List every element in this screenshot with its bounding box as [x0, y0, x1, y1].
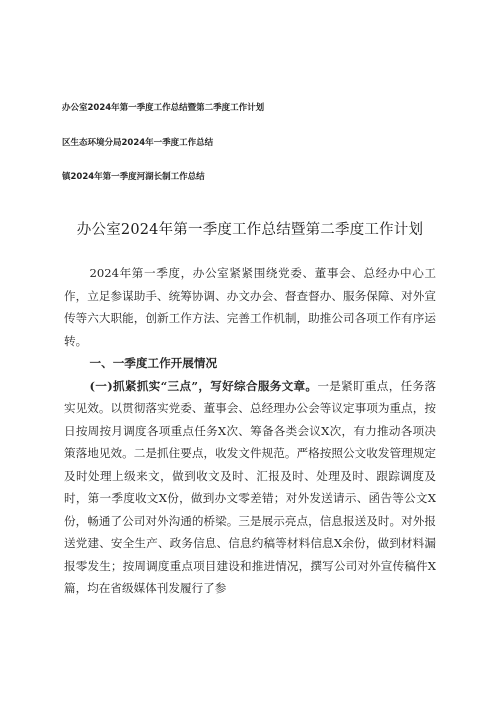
section-heading: 一、一季度工作开展情况	[89, 356, 218, 370]
subsection-paragraph	[64, 375, 436, 600]
related-document-link[interactable]: 办公室2024年第一季度工作总结暨第二季度工作计划	[62, 103, 265, 113]
document-title: 办公室2024年第一季度工作总结暨第二季度工作计划	[76, 222, 424, 238]
subsection-heading: (一)抓紧抓实“三点”，写好综合服务文章。	[89, 378, 318, 393]
related-document-link[interactable]: 镇2024年第一季度河湖长制工作总结	[62, 172, 205, 182]
related-document-link[interactable]: 区生态环境分局2024年一季度工作总结	[62, 137, 214, 148]
related-documents-list	[62, 102, 462, 206]
subsection-text: 一是紧盯重点，任务落实见效。以贯彻落实党委、董事会、总经理办公会等议定事项为重点，按日按周按月调度各项重点任务X次、筹备各类会议X次，有力推动各项决策落地见效。二是抓住要点，收发文件规范。严格按照公文收发管理规定及时处理上级来文，做到收文及时、汇报及时、处理及时、跟踪调度及时，第一季度收文X份，做到办文零差错；对外发送请示、函告等公文X份，畅通了公司对外沟通的桥梁。三是展示亮点，信息报送及时。对外报送党建、安全生产、政务信息、信息约稿等材料信息X余份，做到材料漏报零发生；按周调度重点项目建设和推进情况，撰写公司对外宣传稿件X篇，均在省级媒体刊发履行了参	[64, 378, 436, 595]
intro-paragraph: 2024年第一季度，办公室紧紧围绕党委、董事会、总经办中心工作，立足参谋助手、统筹协调、办文办会、督查督办、服务保障、对外宣传等六大职能，创新工作方法、完善工作机制，助推公司各项工作有序运转。	[64, 266, 436, 348]
document-body	[64, 262, 436, 600]
